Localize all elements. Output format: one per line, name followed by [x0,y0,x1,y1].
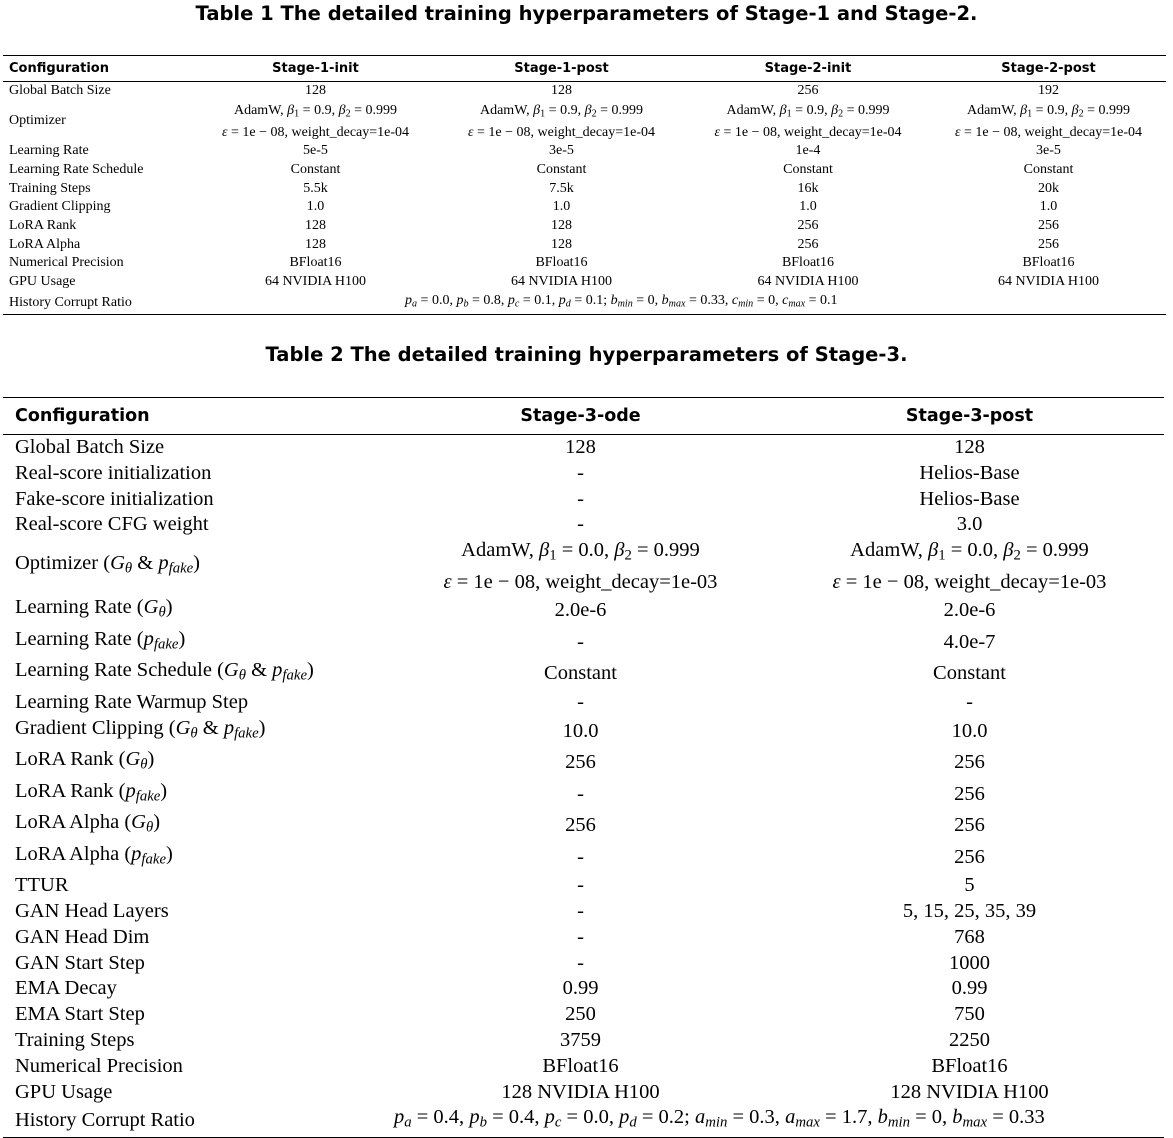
row-label: Real-score CFG weight [15,513,209,536]
value-cell: 3e-5 [1036,143,1061,159]
row-label: LoRA Rank [9,218,77,234]
table2-row [3,435,1164,461]
row-label: Gradient Clipping ($G_\theta$ & $p_{fake}$) [15,716,266,742]
row-label: Numerical Precision [15,1054,183,1077]
table-1-header-cell: Stage-2-post [931,56,1166,82]
row-label: Fake-score initialization [15,487,214,510]
value-cell: 64 NVIDIA H100 [264,274,367,290]
row-label: Learning Rate $(G_\theta)$ [15,596,173,622]
row-label: Global Batch Size [9,83,111,98]
table2-row [3,1105,1164,1137]
value-cell: 256 [954,751,985,774]
value-cell: 1.0 [799,199,817,215]
value-cell: 0.99 [951,977,988,1000]
value-cell: 1e-4 [795,143,821,159]
table2-row [3,595,1164,626]
table1-row [3,254,1166,273]
value-cell: 2.0e-6 [554,599,607,622]
value-cell: Helios-Base [919,487,1020,510]
table2-row [3,716,1164,747]
row-label: EMA Start Step [15,1003,145,1026]
table1-row [3,142,1166,161]
row-label: GPU Usage [9,274,76,290]
value-cell: 128 [565,436,596,458]
row-label: Training Steps [9,180,91,196]
row-label: LoRA Alpha $(G_\theta)$ [15,811,161,836]
table1-row [3,101,1166,143]
table-1-header-cell: Configuration [3,56,193,82]
value-cell: 1000 [949,951,990,974]
row-label: Real-score initialization [15,461,212,484]
value-cell: - [577,782,584,805]
table1-row [3,273,1166,292]
table1-row [3,292,1166,315]
value-cell: 256 [565,751,596,774]
table1-row [3,161,1166,180]
value-cell: 128 [551,83,572,98]
value-cell: 3.0 [956,513,983,536]
value-cell: - [577,690,584,713]
value-cell: AdamW, $\beta_1 = 0.9$, $\beta_2 = 0.999$ ε = 1e − 08, weight_decay=1e-04 [467,102,656,141]
value-cell: 1.0 [552,199,571,215]
row-label: GPU Usage [15,1080,113,1103]
table2-row [3,810,1164,841]
value-cell: Constant [933,662,1006,685]
value-cell: 256 [797,218,819,234]
merged-value-cell: $p_a = 0.4$, $p_b = 0.4$, $p_c = 0.0$, $p_d = 0.2$; $a_{min} = 0.3$, $a_{max} = 1.7$, $b_{min} = 0$, $b_{max} = 0.33$ [394,1106,1045,1131]
row-label: TTUR [15,874,69,897]
table-2-header-cell: Stage-3-ode [386,398,775,435]
value-cell: Constant [536,161,587,177]
value-cell: 1.0 [306,199,325,215]
value-cell: 256 [954,845,985,868]
table2-row [3,658,1164,689]
row-label: History Corrupt Ratio [9,294,132,310]
value-cell: 5e-5 [303,143,328,159]
table2-row [3,1054,1164,1080]
table2-row [3,1028,1164,1054]
value-cell: BFloat16 [542,1054,619,1077]
value-cell: 256 [1038,236,1059,252]
value-cell: 256 [1038,218,1059,234]
table1-row [3,217,1166,236]
value-cell: - [577,845,584,868]
value-cell: - [577,630,584,653]
row-label: LoRA Rank $(p_{fake})$ [15,779,168,805]
table2-row [3,487,1164,513]
value-cell: BFloat16 [535,255,588,271]
value-cell: 1.0 [1039,199,1058,215]
row-label: LoRA Alpha [9,236,81,252]
table-1-caption: Table 1 The detailed training hyperparameters of Stage-1 and Stage-2. [195,2,978,25]
merged-value-cell: $p_a = 0.0$, $p_b = 0.8$, $p_c = 0.1$, $p_d = 0.1$; $b_{min} = 0$, $b_{max} = 0.33$, $c_{min} = 0$, $c_{max} = 0.1$ [405,292,838,310]
value-cell: 3759 [560,1028,601,1051]
table1-row [3,82,1166,101]
value-cell: - [577,951,584,974]
value-cell: - [577,513,584,536]
row-label: GAN Head Layers [15,899,169,922]
value-cell: 128 [305,236,326,252]
value-cell: 7.5k [549,180,574,196]
value-cell: 10.0 [951,719,988,742]
value-cell: 250 [565,1003,596,1026]
table1-row [3,236,1166,255]
table2-row [3,873,1164,899]
value-cell: 192 [1038,83,1059,98]
table-2 [3,397,1164,1138]
row-label: LoRA Alpha $(p_{fake})$ [15,842,173,868]
table2-row [3,925,1164,951]
row-label: EMA Decay [15,977,117,1000]
table2-row [3,951,1164,977]
value-cell: 768 [954,925,985,948]
value-cell: 20k [1038,180,1059,196]
value-cell: 5 [964,874,975,897]
value-cell: 128 [954,436,985,458]
table-1 [3,55,1166,315]
value-cell: - [577,899,584,922]
table-2-caption: Table 2 The detailed training hyperparameters of Stage-3. [265,343,908,366]
row-label: Learning Rate Schedule [9,161,144,177]
value-cell: AdamW, $\beta_1 = 0.9$, $\beta_2 = 0.999$ ε = 1e − 08, weight_decay=1e-04 [954,102,1143,141]
value-cell: 256 [954,782,985,805]
value-cell: 256 [797,83,819,98]
value-cell: 2.0e-6 [943,599,996,622]
row-label: Optimizer [9,113,66,129]
table-2-header-row [3,398,1164,435]
table2-row [3,1002,1164,1028]
value-cell: 64 NVIDIA H100 [510,274,613,290]
table-2-header-cell: Stage-3-post [775,398,1164,435]
row-label: GAN Head Dim [15,925,150,948]
table2-row [3,842,1164,873]
value-cell: 256 [565,814,596,837]
table-1-header-cell: Stage-1-post [438,56,685,82]
table-1-header-row [3,56,1166,82]
table2-row [3,461,1164,487]
table2-row [3,747,1164,778]
table-1-header-cell: Stage-1-init [193,56,438,82]
table2-row [3,1080,1164,1106]
value-cell: - [577,874,584,897]
value-cell: 256 [954,814,985,837]
value-cell: - [577,461,584,484]
value-cell: 128 [551,236,572,252]
value-cell: AdamW, $\beta_1 = 0.0$, $\beta_2 = 0.999$ ε = 1e − 08, weight_decay=1e-03 [832,539,1107,593]
table1-row [3,198,1166,217]
table2-row [3,976,1164,1002]
value-cell: 128 [305,83,326,98]
value-cell: 64 NVIDIA H100 [757,274,859,290]
value-cell: 128 [305,218,326,234]
row-label: LoRA Rank $(G_\theta)$ [15,748,155,773]
row-label: Learning Rate $(p_{fake})$ [15,627,186,653]
table2-row [3,627,1164,658]
row-label: Optimizer ($G_\theta$ & $p_{fake}$) [15,552,200,577]
value-cell: 0.99 [562,977,599,1000]
row-label: Learning Rate [9,143,89,159]
value-cell: Constant [783,161,833,177]
value-cell: 256 [797,236,819,252]
table2-row [3,899,1164,925]
value-cell: Constant [1023,161,1074,177]
value-cell: - [577,487,584,510]
value-cell: AdamW, $\beta_1 = 0.9$, $\beta_2 = 0.999$ ε = 1e − 08, weight_decay=1e-04 [221,102,410,141]
value-cell: 4.0e-7 [943,630,996,653]
row-label: Learning Rate Schedule ($G_\theta$ & $p_{fake}$) [15,659,314,685]
table-1-header-cell: Stage-2-init [685,56,931,82]
value-cell: 16k [797,180,819,196]
value-cell: BFloat16 [289,255,342,271]
value-cell: 5, 15, 25, 35, 39 [902,899,1037,922]
value-cell: Constant [544,662,617,685]
row-label: Gradient Clipping [9,199,111,215]
value-cell: Constant [290,161,341,177]
value-cell: AdamW, $\beta_1 = 0.0$, $\beta_2 = 0.999$ ε = 1e − 08, weight_decay=1e-03 [443,539,718,593]
row-label: Numerical Precision [9,255,124,271]
value-cell: Helios-Base [919,461,1020,484]
value-cell: 128 NVIDIA H100 [501,1080,660,1103]
value-cell: 2250 [949,1028,990,1051]
row-label: History Corrupt Ratio [15,1109,195,1132]
row-label: GAN Start Step [15,951,145,974]
table1-row [3,180,1166,199]
table2-row [3,779,1164,810]
value-cell: 10.0 [562,719,599,742]
table2-row [3,512,1164,538]
table2-row [3,538,1164,595]
value-cell: BFloat16 [931,1054,1008,1077]
table2-row [3,690,1164,716]
row-label: Global Batch Size [15,436,165,458]
value-cell: 64 NVIDIA H100 [997,274,1100,290]
value-cell: - [966,690,973,713]
value-cell: - [577,925,584,948]
row-label: Training Steps [15,1028,135,1051]
value-cell: AdamW, $\beta_1 = 0.9$, $\beta_2 = 0.999$ ε = 1e − 08, weight_decay=1e-04 [714,102,902,141]
value-cell: BFloat16 [781,255,835,271]
value-cell: 128 [551,218,572,234]
table-2-header-cell: Configuration [3,398,386,435]
value-cell: 3e-5 [549,143,574,159]
value-cell: 128 NVIDIA H100 [890,1080,1049,1103]
value-cell: 750 [954,1003,985,1026]
value-cell: 5.5k [303,180,328,196]
row-label: Learning Rate Warmup Step [15,690,249,713]
value-cell: BFloat16 [1022,255,1075,271]
